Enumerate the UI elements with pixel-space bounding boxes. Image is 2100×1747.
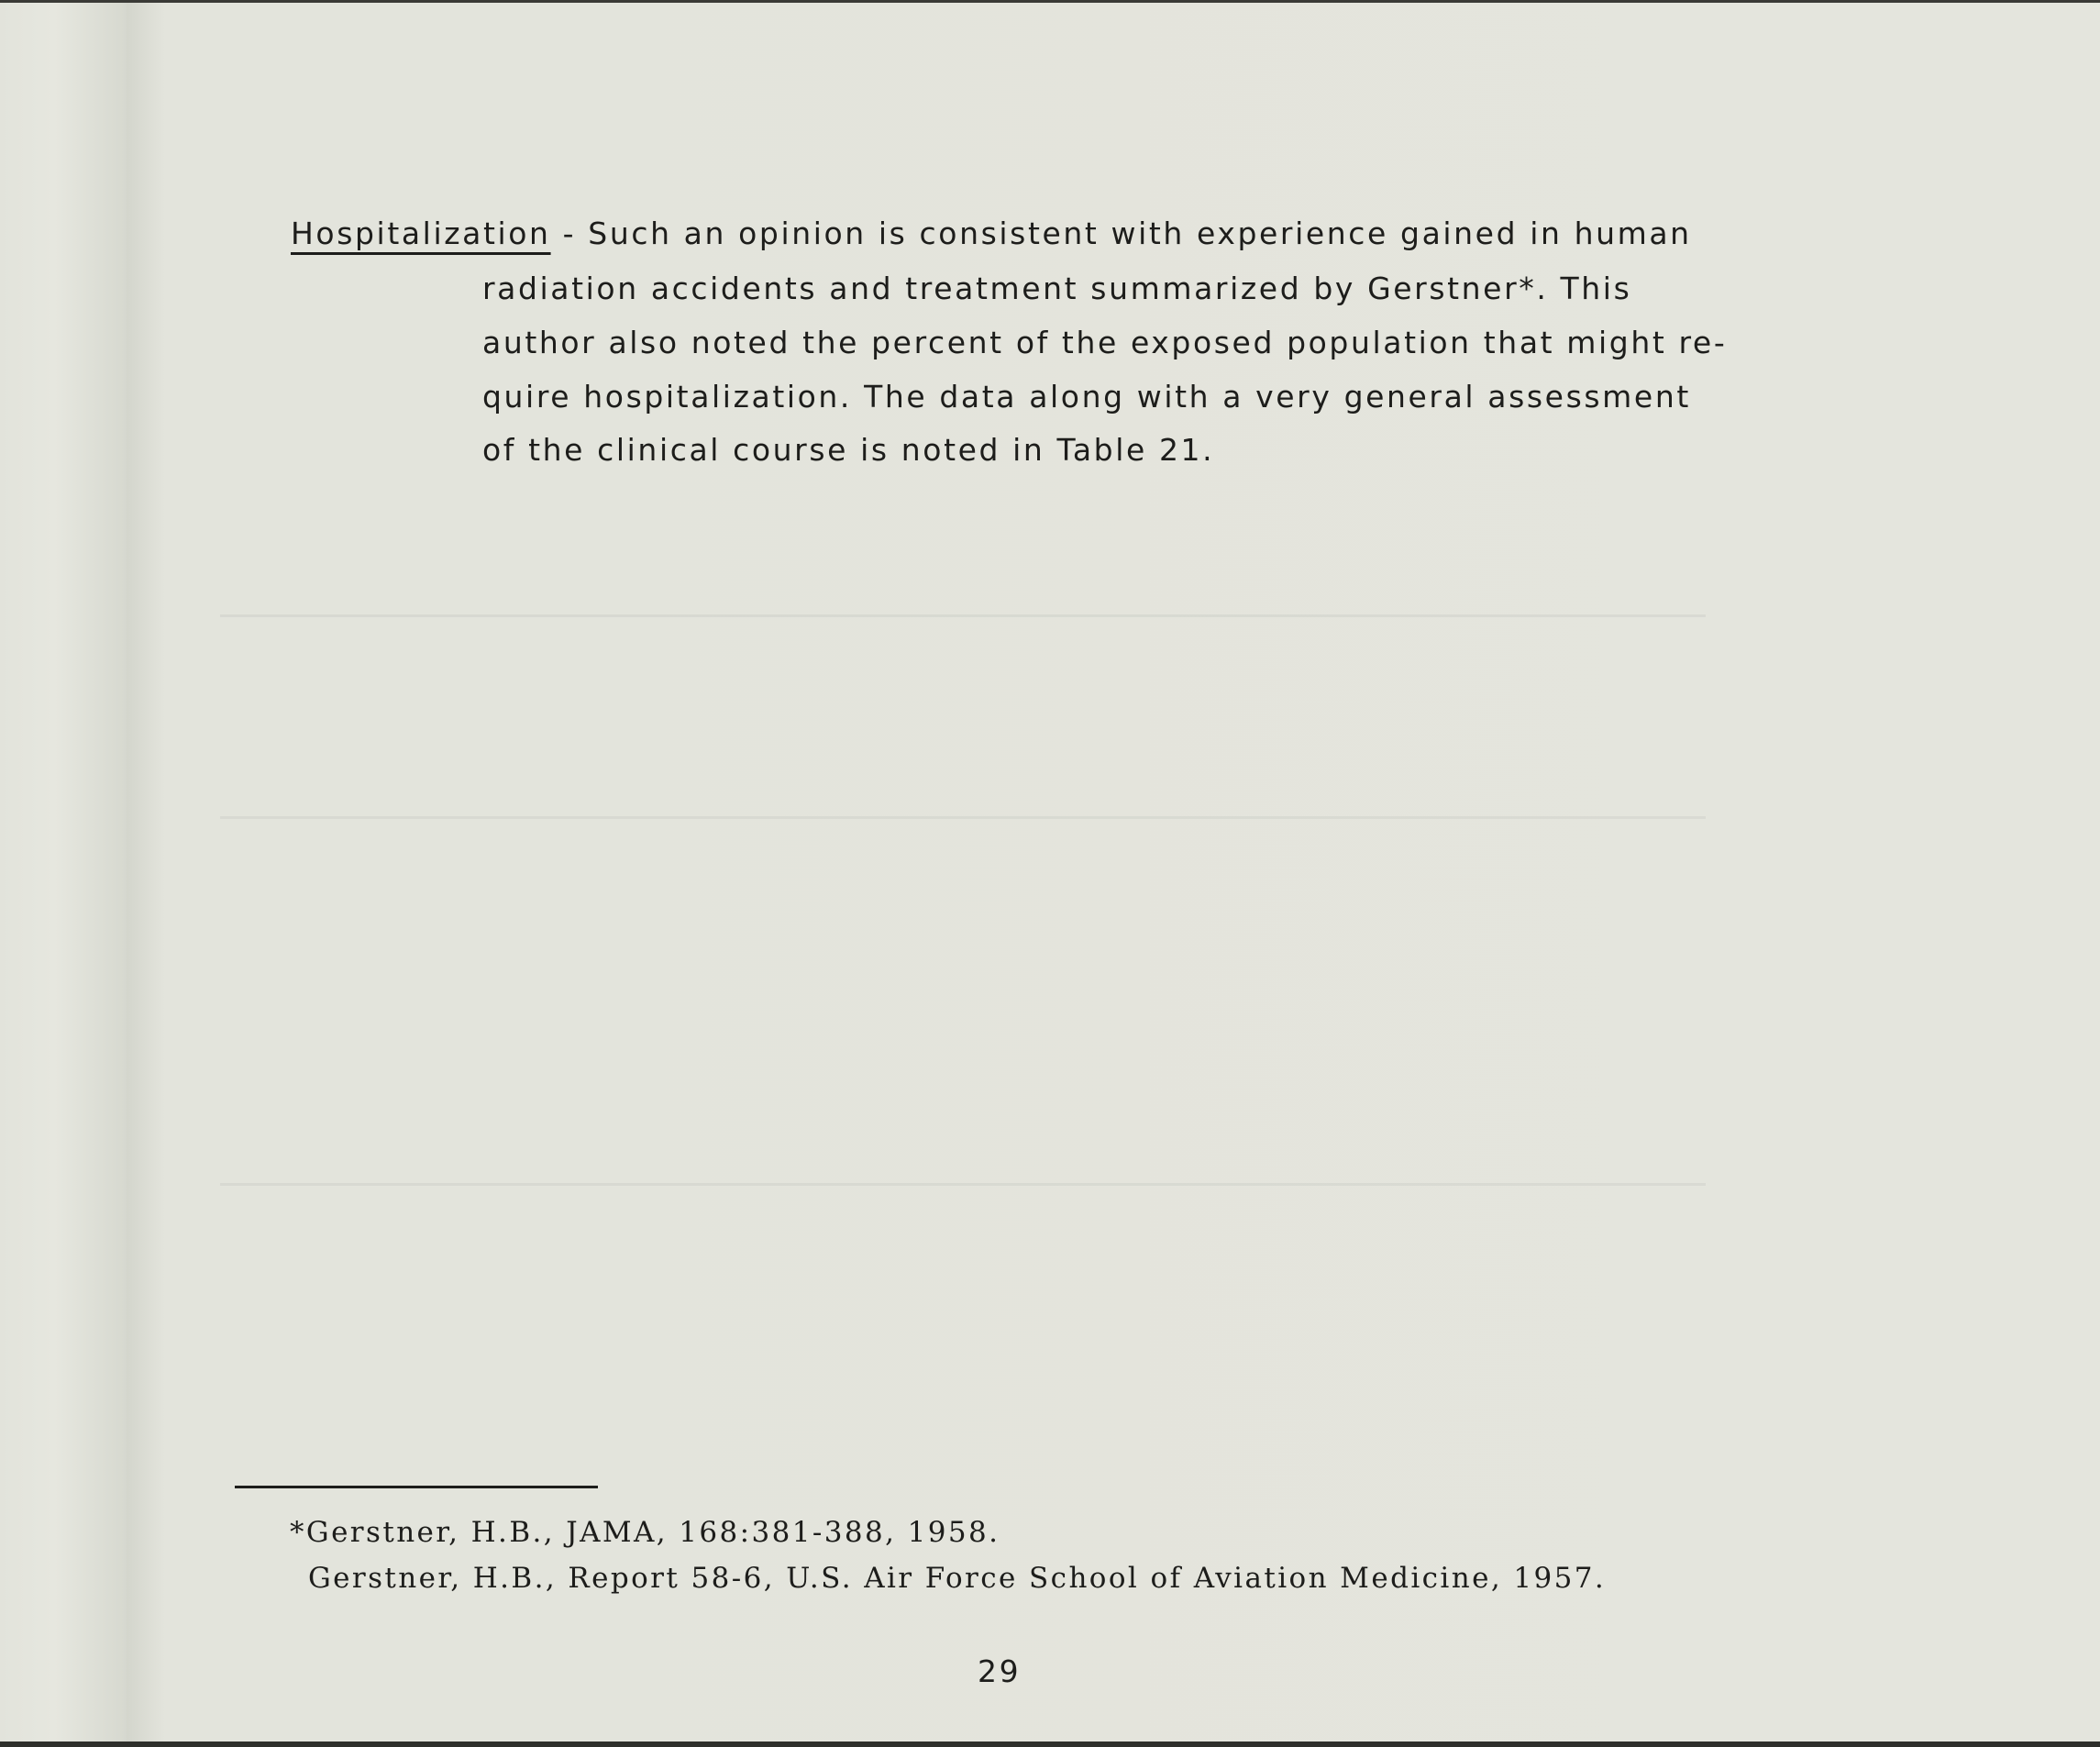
footnote-line-1: *Gerstner, H.B., JAMA, 168:381-388, 1958. xyxy=(290,1516,1000,1549)
paragraph-line-5: of the clinical course is noted in Table 21. xyxy=(482,432,1215,468)
paragraph-line-2: radiation accidents and treatment summarized by Gerstner*. This xyxy=(482,271,1632,306)
footnote-line-2: Gerstner, H.B., Report 58-6, U.S. Air Force School of Aviation Medicine, 1957. xyxy=(308,1562,1607,1595)
paragraph-line-1-text: - Such an opinion is consistent with experience gained in human xyxy=(562,216,1692,251)
paragraph-line-1 xyxy=(291,218,1692,249)
page-number: 29 xyxy=(978,1653,1022,1689)
show-through-background xyxy=(220,477,1724,1266)
page-left-margin xyxy=(0,0,128,1747)
section-heading: Hospitalization xyxy=(291,216,551,251)
page-bottom-edge xyxy=(0,1741,2100,1747)
footnote-separator xyxy=(235,1486,598,1488)
paragraph-line-3: author also noted the percent of the exposed population that might re- xyxy=(482,325,1728,360)
paragraph-line-4: quire hospitalization. The data along with a very general assessment xyxy=(482,379,1691,415)
page-top-edge xyxy=(0,0,2100,3)
